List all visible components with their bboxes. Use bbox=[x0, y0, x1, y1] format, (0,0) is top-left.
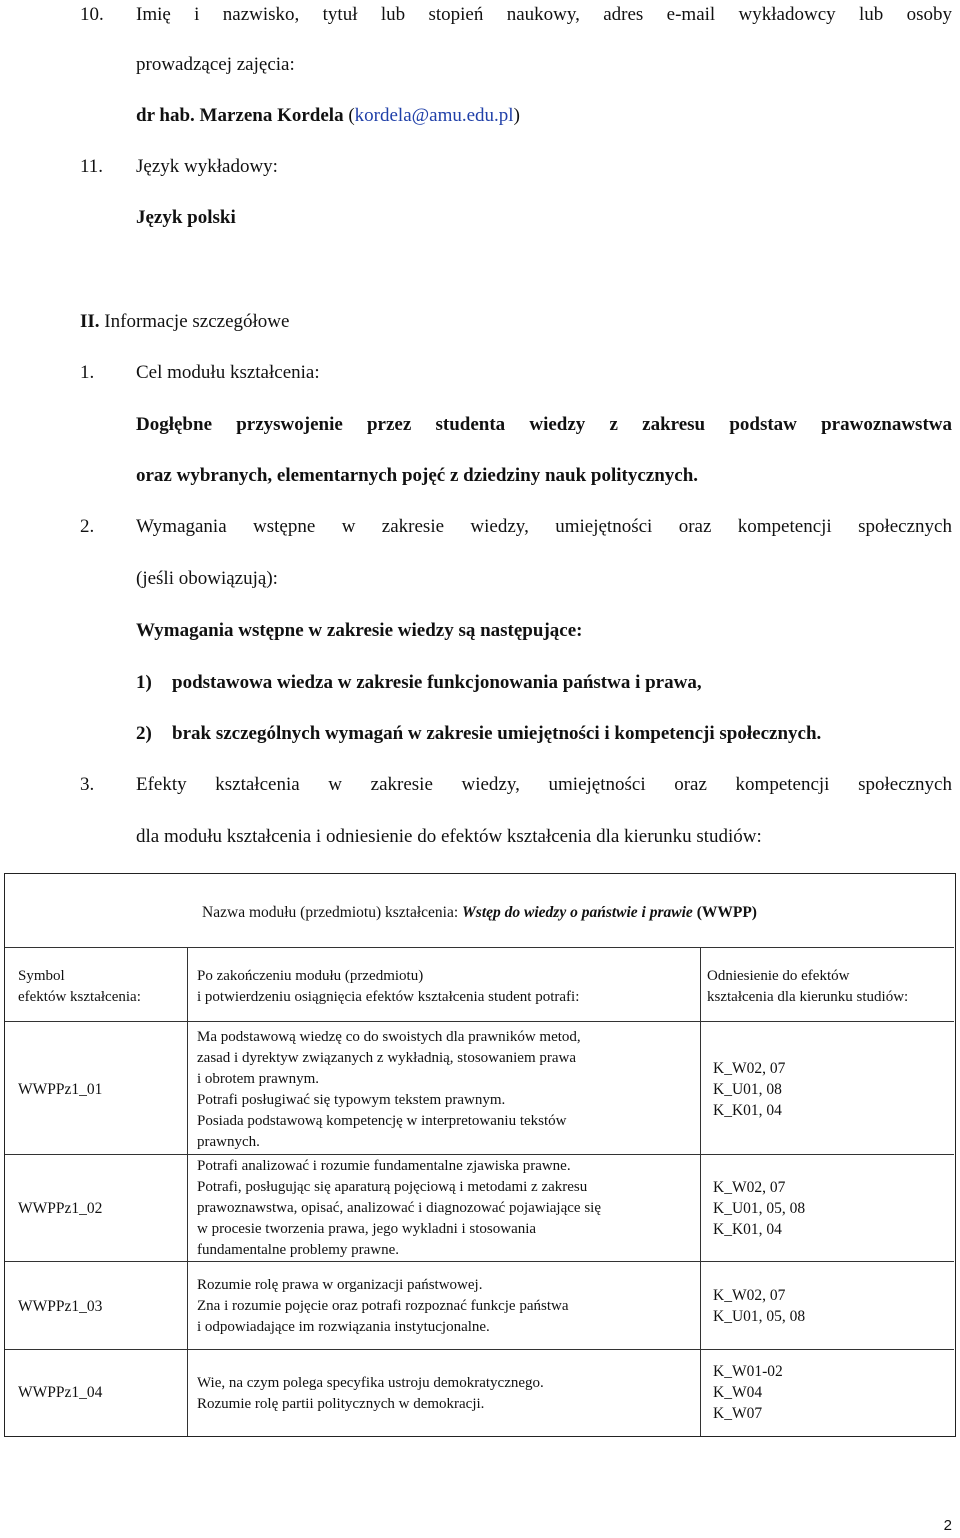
table-title-code: (WWPP) bbox=[696, 904, 757, 921]
row-1-outcome bbox=[197, 1027, 581, 1153]
row-2-outcome-line: w procesie tworzenia prawa, jego wykladni i stosowania bbox=[197, 1221, 537, 1237]
language-value: Język polski bbox=[136, 207, 236, 228]
row-2-outcome-line: Potrafi analizować i rozumie fundamentalne zjawiska prawne. bbox=[197, 1158, 571, 1174]
row-3-reference-line: K_U01, 05, 08 bbox=[713, 1308, 806, 1325]
lecturer-email-link[interactable]: kordela@amu.edu.pl bbox=[354, 105, 514, 126]
row-1-reference-line: K_K01, 04 bbox=[713, 1102, 782, 1119]
row-4-outcome bbox=[197, 1373, 544, 1415]
item-10-label-line1: Imię i nazwisko, tytuł lub stopień naukowy, adres e-mail wykładowcy lub osoby bbox=[136, 4, 952, 25]
goal-number: 1. bbox=[80, 362, 95, 383]
row-1-symbol: WWPPz1_01 bbox=[18, 1081, 103, 1098]
requirement-text-2: brak szczególnych wymagań w zakresie umiejętności i kompetencji społecznych. bbox=[172, 723, 822, 744]
row-1-outcome-line: Potrafi posługiwać się typowym tekstem prawnym. bbox=[197, 1092, 506, 1108]
requirements-intro: Wymagania wstępne w zakresie wiedzy są następujące: bbox=[136, 620, 583, 641]
lecturer-close-paren: ) bbox=[513, 105, 520, 126]
row-2-reference-line: K_W02, 07 bbox=[713, 1179, 786, 1196]
row-4-symbol: WWPPz1_04 bbox=[18, 1384, 103, 1401]
row-2-outcome-line: Potrafi, posługując się aparaturą pojęciową i metodami z zakresu bbox=[197, 1179, 588, 1195]
row-2-outcome-line: prawoznawstwa, opisać, analizować i diagnozować pojawiające się bbox=[197, 1200, 601, 1216]
requirement-marker-1: 1) bbox=[136, 672, 152, 693]
row-2-reference bbox=[713, 1177, 805, 1240]
table-title-prefix: Nazwa modułu (przedmiotu) kształcenia: bbox=[202, 904, 459, 921]
row-3-outcome bbox=[197, 1275, 569, 1338]
row-2-symbol: WWPPz1_02 bbox=[18, 1200, 103, 1217]
table-title-module: Wstęp do wiedzy o państwie i prawie bbox=[462, 904, 693, 921]
table-rule bbox=[5, 1349, 954, 1350]
section-heading-numeral: II. bbox=[80, 311, 100, 332]
header-symbol-line: efektów kształcenia: bbox=[18, 989, 141, 1005]
outcomes-number: 3. bbox=[80, 774, 95, 795]
table-title bbox=[5, 902, 954, 923]
table-rule bbox=[700, 947, 701, 1436]
table-rule bbox=[5, 1021, 954, 1022]
requirements-line1: Wymagania wstępne w zakresie wiedzy, umiejętności oraz kompetencji społecznych bbox=[136, 516, 952, 537]
requirement-marker-2: 2) bbox=[136, 723, 152, 744]
row-1-outcome-line: Ma podstawową wiedzę co do swoistych dla prawników metod, bbox=[197, 1029, 581, 1045]
section-heading-title: Informacje szczegółowe bbox=[99, 311, 290, 332]
requirements-number: 2. bbox=[80, 516, 95, 537]
item-11-number: 11. bbox=[80, 156, 104, 177]
row-4-reference-line: K_W04 bbox=[713, 1384, 763, 1401]
outcomes-line1: Efekty kształcenia w zakresie wiedzy, umiejętności oraz kompetencji społecznych bbox=[136, 774, 952, 795]
row-3-symbol: WWPPz1_03 bbox=[18, 1298, 103, 1315]
header-outcome-line: i potwierdzeniu osiągnięcia efektów kształcenia student potrafi: bbox=[197, 989, 580, 1005]
outcomes-table bbox=[4, 873, 956, 1437]
item-11-label: Język wykładowy: bbox=[136, 156, 278, 177]
header-outcome bbox=[197, 966, 579, 1008]
table-rule bbox=[5, 947, 954, 948]
row-4-outcome-line: Wie, na czym polega specyfika ustroju demokratycznego. bbox=[197, 1375, 544, 1391]
row-2-outcome bbox=[197, 1156, 601, 1261]
section-heading bbox=[80, 310, 289, 334]
header-symbol bbox=[18, 966, 141, 1008]
goal-label: Cel modułu kształcenia: bbox=[136, 362, 320, 383]
outcomes-line2: dla modułu kształcenia i odniesienie do efektów kształcenia dla kierunku studiów: bbox=[136, 826, 762, 847]
header-reference bbox=[707, 966, 908, 1008]
table-rule bbox=[187, 947, 188, 1436]
row-2-outcome-line: fundamentalne problemy prawne. bbox=[197, 1242, 400, 1258]
header-outcome-line: Po zakończeniu modułu (przedmiotu) bbox=[197, 968, 424, 984]
goal-text-line2: oraz wybranych, elementarnych pojęć z dziedziny nauk politycznych. bbox=[136, 465, 699, 486]
page-number: 2 bbox=[943, 1517, 952, 1534]
row-3-outcome-line: Rozumie rolę prawa w organizacji państwowej. bbox=[197, 1277, 483, 1293]
row-3-reference-line: K_W02, 07 bbox=[713, 1287, 786, 1304]
item-10-label-line2: prowadzącej zajęcia: bbox=[136, 54, 295, 75]
row-3-outcome-line: Zna i rozumie pojęcie oraz potrafi rozpoznać funkcje państwa bbox=[197, 1298, 569, 1314]
row-1-outcome-line: prawnych. bbox=[197, 1134, 260, 1150]
goal-text-line1: Dogłębne przyswojenie przez studenta wiedzy z zakresu podstaw prawoznawstwa bbox=[136, 414, 952, 435]
row-4-reference bbox=[713, 1361, 783, 1424]
header-reference-line: Odniesienie do efektów bbox=[707, 968, 850, 984]
row-2-reference-line: K_U01, 05, 08 bbox=[713, 1200, 806, 1217]
row-1-outcome-line: Posiada podstawową kompetencję w interpretowaniu tekstów bbox=[197, 1113, 567, 1129]
table-rule bbox=[5, 1261, 954, 1262]
requirements-line2: (jeśli obowiązują): bbox=[136, 568, 278, 589]
header-symbol-line: Symbol bbox=[18, 968, 65, 984]
row-3-outcome-line: i odpowiadające im rozwiązania instytucjonalne. bbox=[197, 1319, 490, 1335]
row-1-reference-line: K_W02, 07 bbox=[713, 1060, 786, 1077]
item-10-number: 10. bbox=[80, 4, 104, 25]
lecturer-open-paren: ( bbox=[348, 105, 355, 126]
row-1-outcome-line: zasad i dyrektyw związanych z wykładnią, stosowaniem prawa bbox=[197, 1050, 577, 1066]
lecturer-name: dr hab. Marzena Kordela bbox=[136, 105, 344, 126]
row-1-reference bbox=[713, 1058, 785, 1121]
row-4-reference-line: K_W01-02 bbox=[713, 1363, 783, 1380]
header-reference-line: kształcenia dla kierunku studiów: bbox=[707, 989, 909, 1005]
row-4-reference-line: K_W07 bbox=[713, 1405, 763, 1422]
row-3-reference bbox=[713, 1285, 805, 1327]
requirement-text-1: podstawowa wiedza w zakresie funkcjonowania państwa i prawa, bbox=[172, 672, 702, 693]
row-1-reference-line: K_U01, 08 bbox=[713, 1081, 782, 1098]
row-1-outcome-line: i obrotem prawnym. bbox=[197, 1071, 320, 1087]
lecturer-line bbox=[136, 104, 520, 128]
row-4-outcome-line: Rozumie rolę partii politycznych w demokracji. bbox=[197, 1396, 485, 1412]
row-2-reference-line: K_K01, 04 bbox=[713, 1221, 782, 1238]
